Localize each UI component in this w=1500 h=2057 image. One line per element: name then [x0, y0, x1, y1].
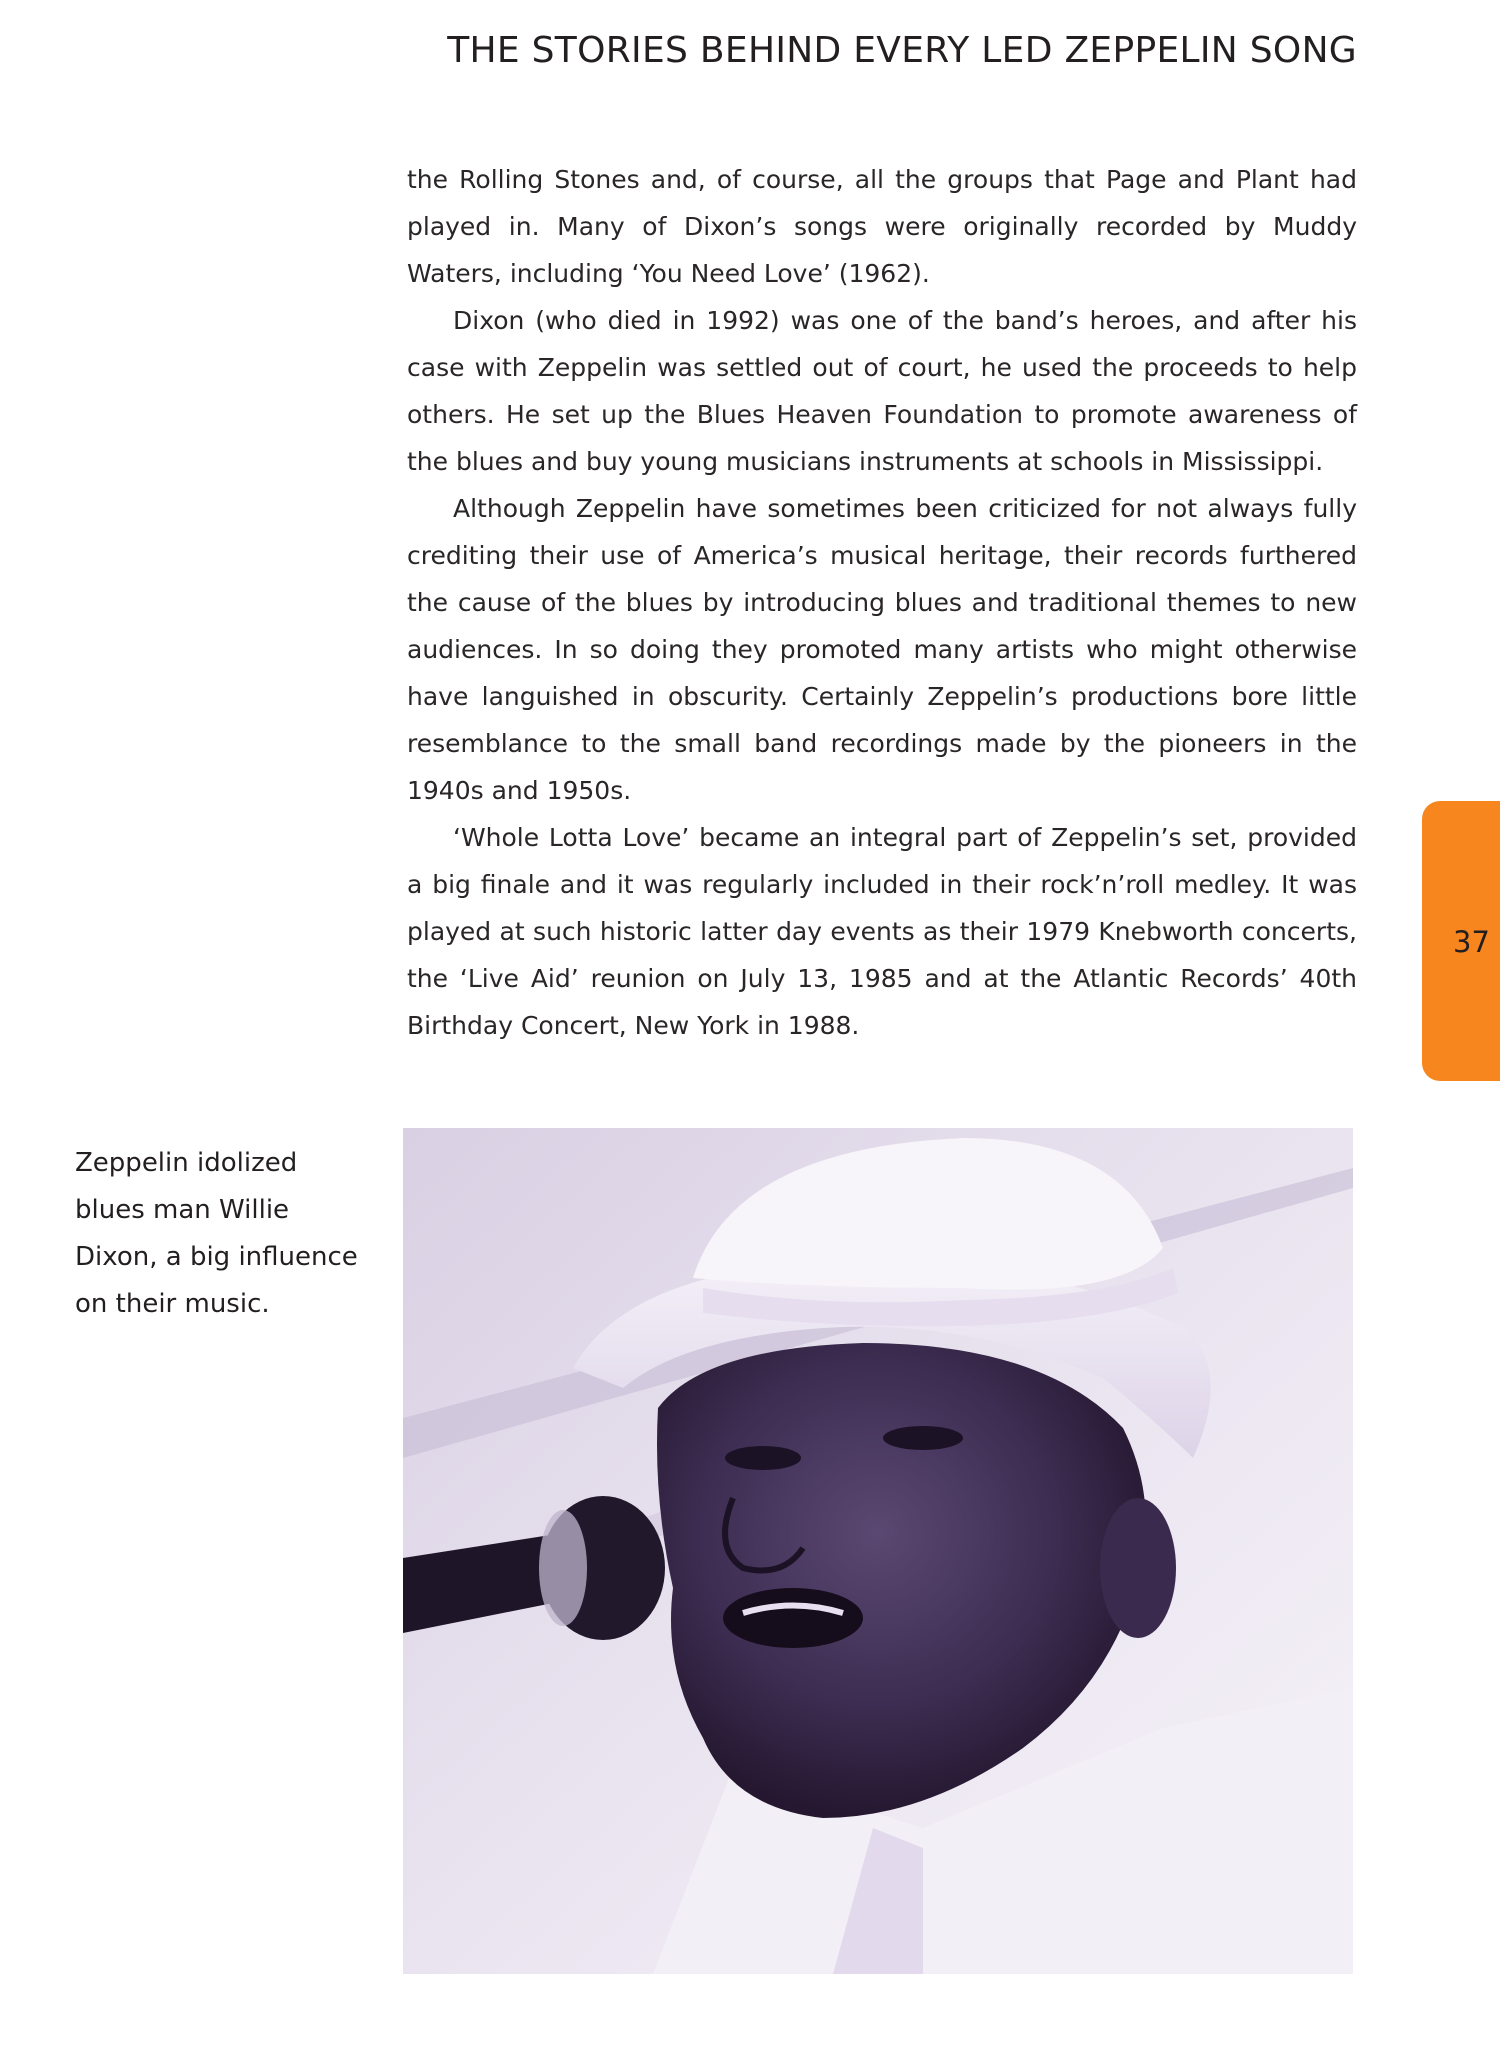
- photo-caption: Zeppelin idolized blues man Willie Dixon, a big influence on their music.: [75, 1148, 358, 1319]
- page-number: 37: [1453, 925, 1490, 959]
- paragraph: Dixon (who died in 1992) was one of the band’s heroes, and after his case with Zeppelin was settled out of court, he used the proceeds to help others. He set up the Blues Heaven Foundation to promote awareness of the blues and buy young musicians instruments at schools in Mississippi.: [407, 306, 1357, 476]
- paragraph: ‘Whole Lotta Love’ became an integral part of Zeppelin’s set, provided a big finale and it was regularly included in their rock’n’roll medley. It was played at such historic latter day events as their 1979 Knebworth concerts, the ‘Live Aid’ reunion on July 13, 1985 and at the Atlantic Records’ 40th Birthday Concert, New York in 1988.: [407, 823, 1357, 1040]
- mouth: [723, 1588, 863, 1648]
- microphone-ring: [539, 1510, 587, 1626]
- photo-illustration: [403, 1128, 1353, 1974]
- photo-willie-dixon: [403, 1128, 1353, 1974]
- eye: [883, 1426, 963, 1450]
- running-head: THE STORIES BEHIND EVERY LED ZEPPELIN SONG: [447, 30, 1357, 71]
- eye: [725, 1446, 801, 1470]
- paragraph: the Rolling Stones and, of course, all the groups that Page and Plant had played in. Many of Dixon’s songs were originally recorded by Muddy Waters, including ‘You Need Love’ (1962).: [407, 165, 1357, 288]
- ear: [1100, 1498, 1176, 1638]
- body-text: [407, 156, 1357, 1049]
- paragraph: Although Zeppelin have sometimes been criticized for not always fully crediting their use of America’s musical heritage, their records furthered the cause of the blues by introducing blues and traditional themes to new audiences. In so doing they promoted many artists who might otherwise have languished in obscurity. Certainly Zeppelin’s productions bore little resemblance to the small band recordings made by the pioneers in the 1940s and 1950s.: [407, 494, 1357, 805]
